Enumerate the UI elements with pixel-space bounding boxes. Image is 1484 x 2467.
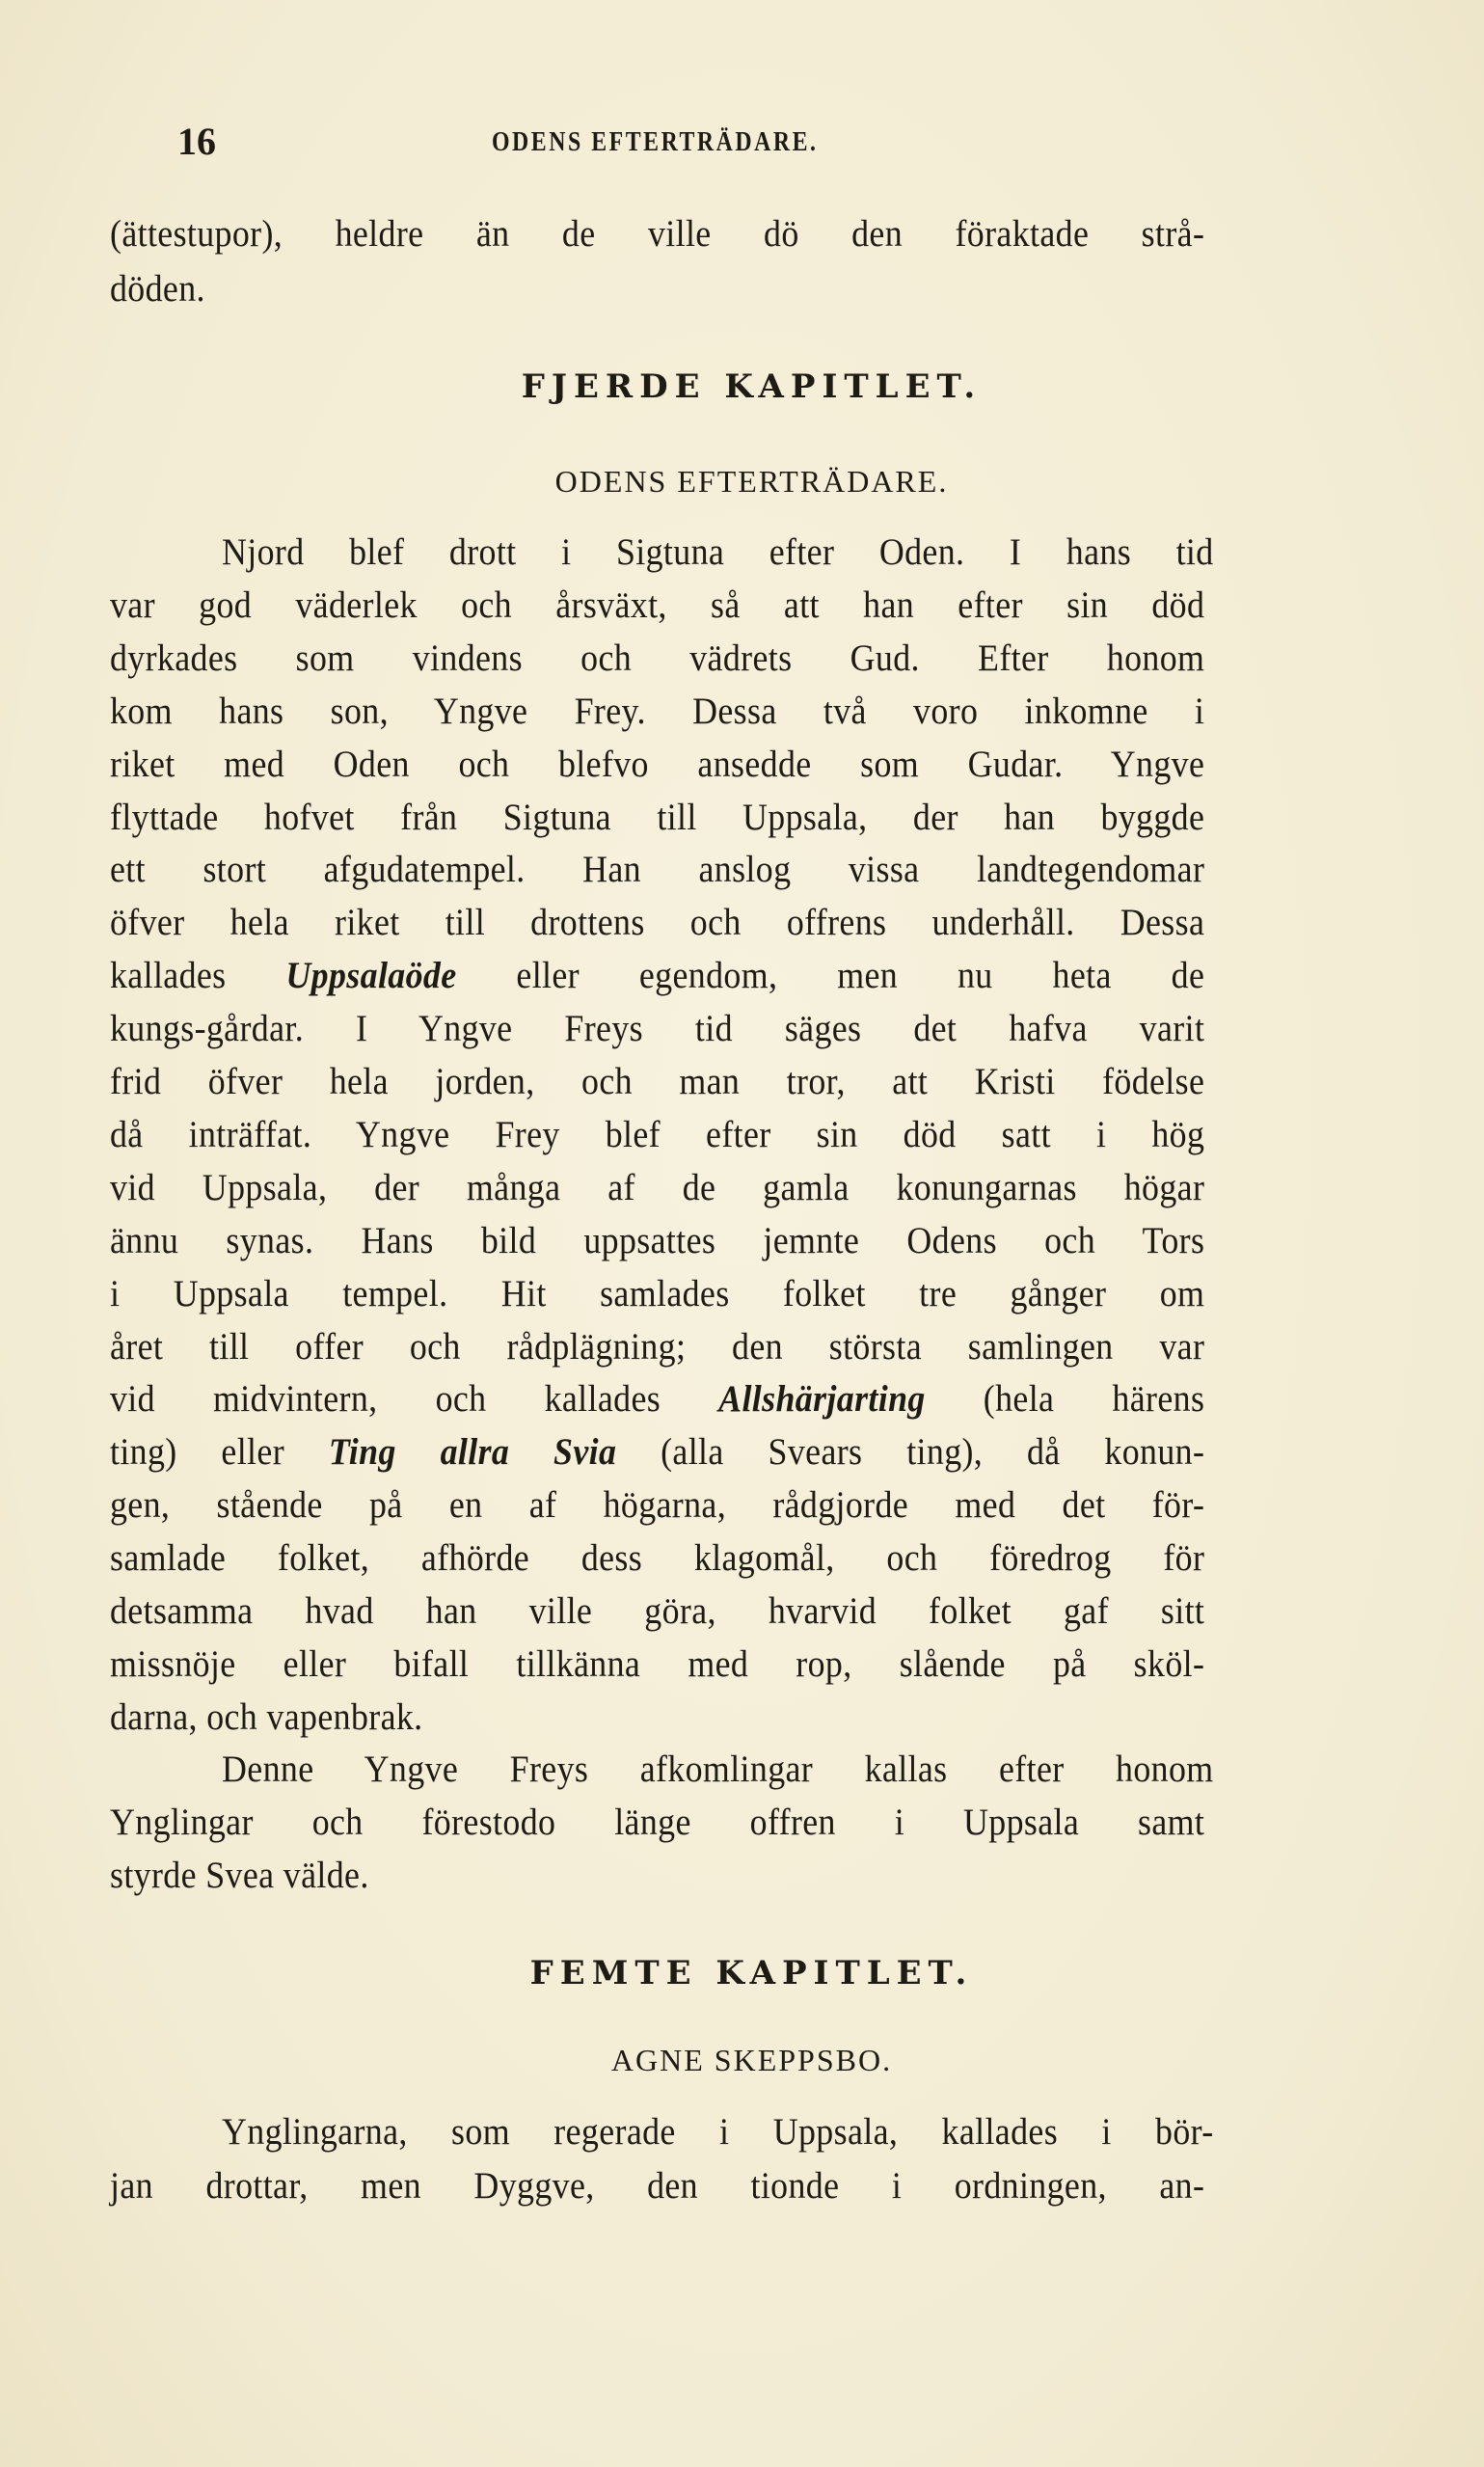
italic-term: Uppsalaöde [285,955,457,997]
text-line: öfver hela riket till drottens och offrens underhåll. Dessa [110,902,1205,944]
text-line: Njord blef drott i Sigtuna efter Oden. I hans tid [222,531,1214,573]
text-line: ännu synas. Hans bild uppsattes jemnte Odens och Tors [110,1219,1205,1261]
chapter-heading-4: FJERDE KAPITLET. [521,367,983,406]
text-line: ett stort afgudatempel. Han anslog vissa landtegendomar [110,849,1205,891]
text-line: Ynglingar och förestodo länge offren i Uppsala samt [110,1801,1205,1843]
text-line: missnöje eller bifall tillkänna med rop, slående på sköl- [110,1642,1205,1685]
text-line: frid öfver hela jorden, och man tror, att Kristi födelse [110,1061,1205,1102]
italic-term: Ting allra Svia [328,1431,617,1474]
text-line: samlade folket, afhörde dess klagomål, och föredrog för [110,1537,1205,1580]
text-line: jan drottar, men Dyggve, den tionde i ordningen, an- [110,2165,1205,2207]
italic-term: Allshärjarting [718,1378,926,1421]
text-line: darna, och vapenbrak. [110,1695,423,1738]
chapter-heading-5: FEMTE KAPITLET. [529,1954,974,1993]
text-line: vid Uppsala, der många af de gamla konungarnas högar [110,1166,1205,1208]
text-line: året till offer och rådplägning; den största samlingen var [110,1325,1205,1368]
text-line: flyttade hofvet från Sigtuna till Uppsala, der han byggde [110,796,1205,838]
text-line: dyrkades som vindens och vädrets Gud. Efter honom [110,637,1205,679]
text-line: gen, stående på en af högarna, rådgjorde med det för- [110,1484,1205,1527]
text-line: Ynglingarna, som regerade i Uppsala, kallades i bör- [222,2111,1214,2153]
text-line: döden. [110,268,205,310]
text-line: kallades Uppsalaöde eller egendom, men nu heta de [110,955,1205,997]
text-line: styrde Svea välde. [110,1854,369,1896]
text-line: detsamma hvad han ville göra, hvarvid folket gaf sitt [110,1590,1205,1632]
text-line: riket med Oden och blefvo ansedde som Gudar. Yngve [110,743,1205,785]
text-line: vid midvintern, och kallades Allshärjarting (hela härens [110,1378,1205,1421]
chapter-subtitle-4: ODENS EFTERTRÄDARE. [554,464,949,499]
text-line: Denne Yngve Freys afkomlingar kallas efter honom [222,1749,1214,1790]
running-title: ODENS EFTERTRÄDARE. [492,127,819,157]
chapter-subtitle-5: AGNE SKEPPSBO. [610,2043,893,2077]
text-line: ting) eller Ting allra Svia (alla Svears ting), då konun- [110,1431,1205,1474]
text-line: (ättestupor), heldre än de ville dö den föraktade strå- [110,213,1205,255]
text-line: var god väderlek och årsväxt, så att han efter sin död [110,583,1205,626]
text-line: i Uppsala tempel. Hit samlades folket tre gånger om [110,1272,1205,1315]
text-line: kungs-gårdar. I Yngve Freys tid säges det hafva varit [110,1008,1205,1050]
text-line: då inträffat. Yngve Frey blef efter sin död satt i hög [110,1113,1205,1155]
text-line: kom hans son, Yngve Frey. Dessa två voro inkomne i [110,690,1205,732]
page-number: 16 [177,120,216,163]
